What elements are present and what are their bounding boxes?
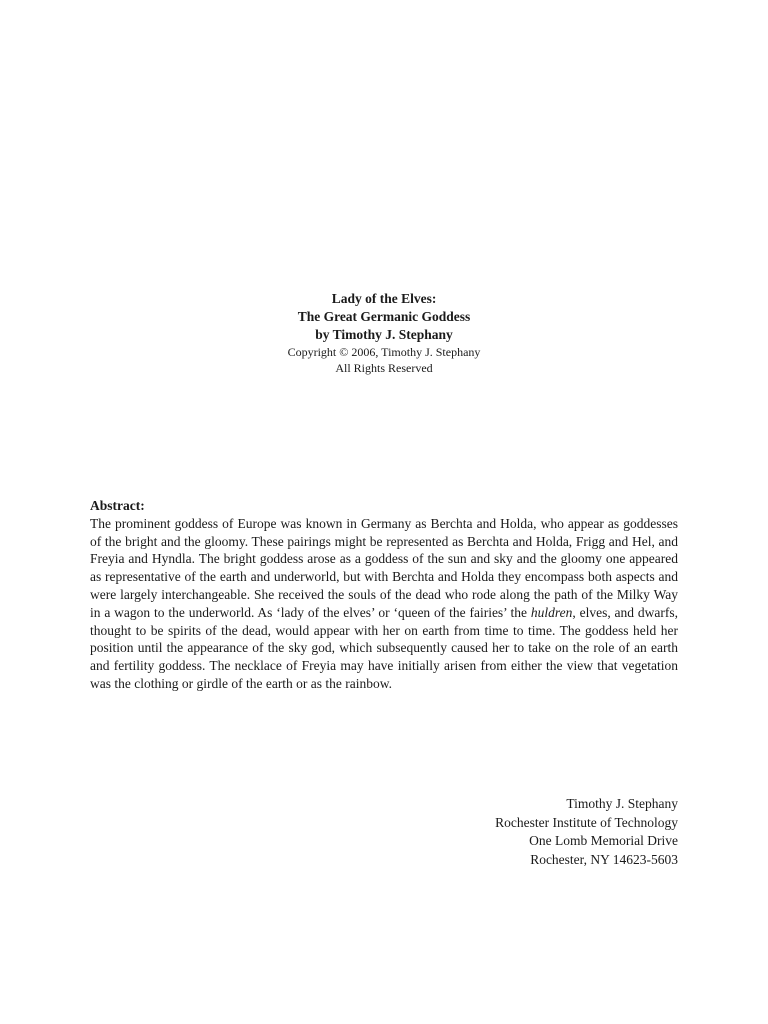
abstract-text-part1: The prominent goddess of Europe was known in Germany as Berchta and Holda, who appear as goddesses of the bright and the gloomy. These pairings might be represented as Berchta and Holda, Frigg and Hel, and Freyia and Hyndla. The bright goddess arose as a goddess of the sun and sky and the gloomy one appeared as representative of the earth and underworld, but with Berchta and Holda they encompass both aspects and were largely interchangeable. She received the souls of the dead who rode along the path of the Milky Way in a wagon to the underworld. As ‘lady of the elves’ or ‘queen of the fairies’ the <box>90 515 678 620</box>
abstract-text-part2: , elves, and dwarfs, thought to be spirits of the dead, would appear with her on earth from time to time. The goddess held her position until the appearance of the sky god, which subsequently caused her to take on the role of an earth and fertility goddess. The necklace of Freyia may have initially arisen from either the view that vegetation was the clothing or girdle of the earth or as the rainbow. <box>90 604 679 691</box>
address-institution: Rochester Institute of Technology <box>495 814 678 830</box>
address-street: One Lomb Memorial Drive <box>529 833 678 848</box>
abstract-italic-term: huldren <box>530 604 573 620</box>
document-title: Lady of the Elves: <box>331 291 437 306</box>
address-city: Rochester, NY 14623-5603 <box>530 851 678 867</box>
document-subtitle: The Great Germanic Goddess <box>297 309 471 324</box>
document-author: by Timothy J. Stephany <box>315 327 453 342</box>
copyright-notice: Copyright © 2006, Timothy J. Stephany <box>287 345 481 359</box>
address-name: Timothy J. Stephany <box>566 796 678 811</box>
title-block <box>0 290 768 376</box>
abstract-section <box>90 497 678 693</box>
author-address <box>495 795 678 869</box>
abstract-heading: Abstract: <box>90 498 145 513</box>
abstract-body <box>90 515 678 693</box>
rights-notice: All Rights Reserved <box>335 361 433 375</box>
